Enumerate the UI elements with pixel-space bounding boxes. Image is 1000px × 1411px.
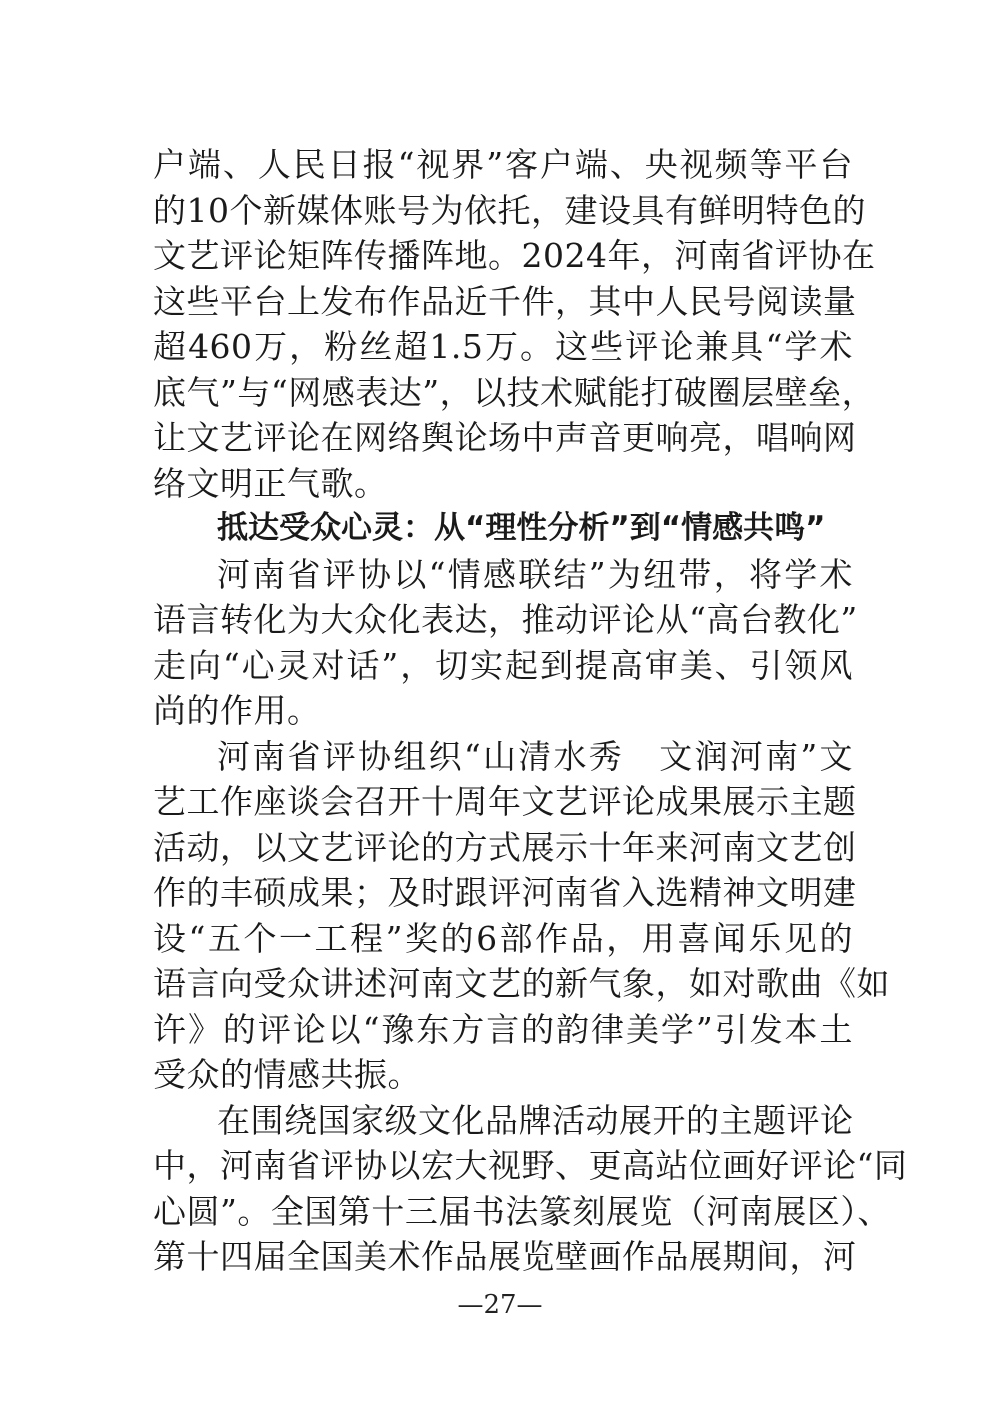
paragraph-line: 这些平台上发布作品近千件，其中人民号阅读量	[153, 281, 857, 321]
paragraph-line: 许》的评论以“豫东方言的韵律美学”引发本土	[153, 1009, 853, 1049]
paragraph-first-line: 河南省评协以“情感联结”为纽带，将学术	[217, 554, 853, 594]
paragraph-first-line: 在围绕国家级文化品牌活动展开的主题评论	[217, 1100, 854, 1140]
paragraph-first-line: 河南省评协组织“山清水秀 文润河南”文	[217, 736, 853, 776]
paragraph-line: 语言向受众讲述河南文艺的新气象，如对歌曲《如	[153, 964, 890, 1003]
paragraph-line: 设“五个一工程”奖的6部作品，用喜闻乐见的	[153, 918, 853, 958]
section-heading: 抵达受众心灵：从“理性分析”到“情感共鸣”	[217, 510, 826, 546]
paragraph-line: 走向“心灵对话”，切实起到提高审美、引领风	[153, 645, 853, 685]
body-text	[153, 142, 908, 1280]
paragraph-line: 底气”与“网感表达”，以技术赋能打破圈层壁垒，	[153, 372, 876, 412]
paragraph-line: 心圆”。全国第十三届书法篆刻展览（河南展区）、	[153, 1191, 891, 1231]
paragraph-line: 作的丰硕成果；及时跟评河南省入选精神文明建	[153, 873, 857, 912]
paragraph-line: 超460万，粉丝超1.5万。这些评论兼具“学术	[153, 327, 853, 366]
paragraph-line: 中，河南省评协以宏大视野、更高站位画好评论“同	[153, 1146, 908, 1185]
paragraph-line: 户端、人民日报“视界”客户端、央视频等平台	[153, 145, 853, 184]
paragraph-line: 的10个新媒体账号为依托，建设具有鲜明特色的	[153, 190, 866, 230]
paragraph-last-line: 络文明正气歌。	[153, 463, 388, 503]
paragraph-line: 第十四届全国美术作品展览壁画作品展期间，河	[153, 1237, 857, 1276]
paragraph-line: 文艺评论矩阵传播阵地。2024年，河南省评协在	[153, 236, 876, 275]
paragraph-line: 艺工作座谈会召开十周年文艺评论成果展示主题	[153, 782, 857, 821]
paragraph-line: 让文艺评论在网络舆论场中声音更响亮，唱响网	[153, 418, 857, 457]
paragraph-line: 活动，以文艺评论的方式展示十年来河南文艺创	[153, 827, 857, 867]
page-number: —27—	[457, 1290, 543, 1320]
paragraph-last-line: 尚的作用。	[153, 691, 321, 730]
paragraph-last-line: 受众的情感共振。	[153, 1055, 421, 1094]
paragraph-line: 语言转化为大众化表达，推动评论从“高台教化”	[153, 600, 858, 639]
